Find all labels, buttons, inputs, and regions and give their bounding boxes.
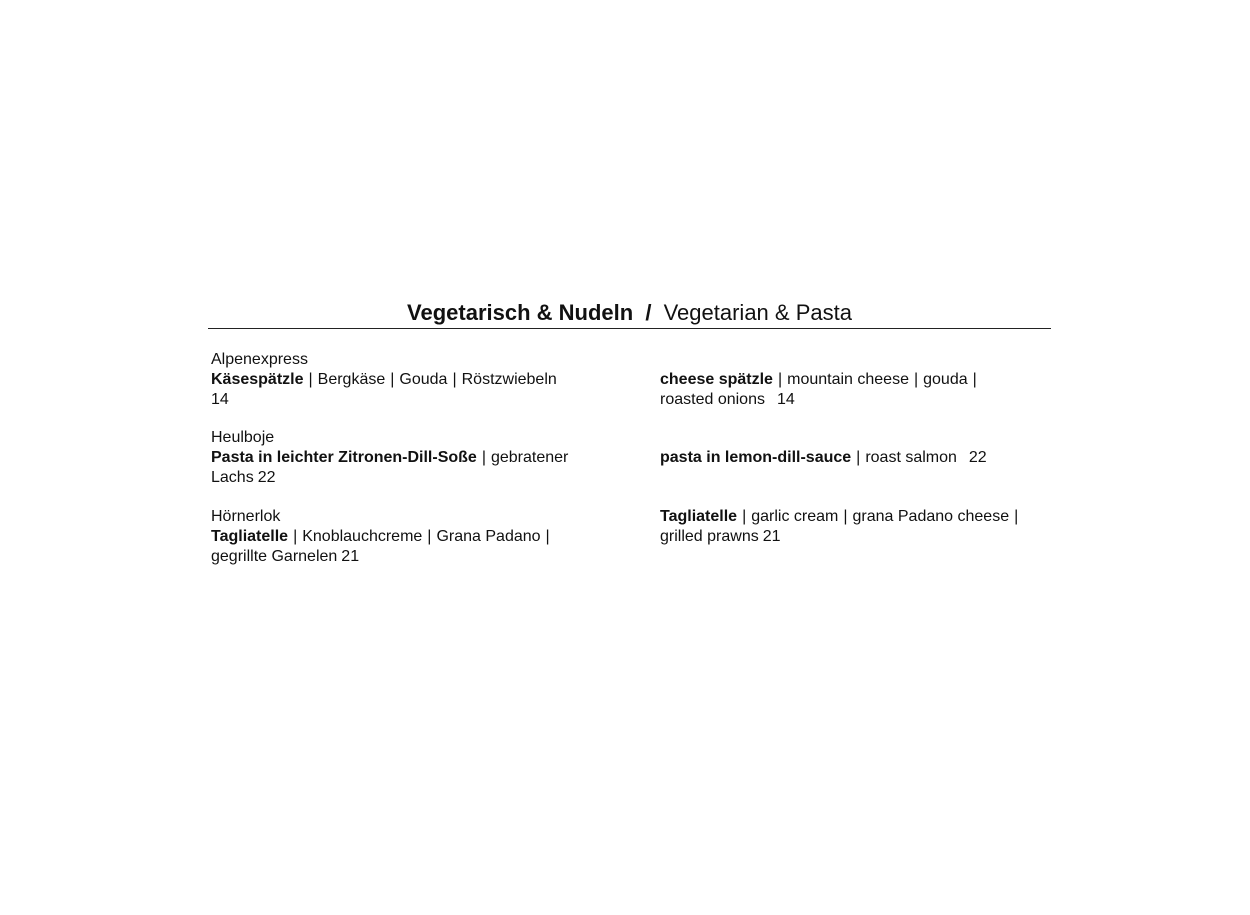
section-title-en: Vegetarian & Pasta (663, 300, 852, 325)
menu-item-en-3 (660, 507, 1052, 567)
item-description: Käsespätzle | Bergkäse | Gouda | Röstzwiebeln (211, 370, 557, 388)
item-name: Alpenexpress (211, 351, 308, 368)
dish-name: Käsespätzle (211, 370, 304, 388)
heading-divider (208, 328, 1051, 329)
ingredient: gebratener (490, 448, 569, 466)
item-price: 21 (762, 527, 781, 545)
dish-name: cheese spätzle (660, 370, 773, 388)
title-separator: / (645, 300, 652, 325)
ingredient: Bergkäse (317, 370, 386, 388)
dish-name: Tagliatelle (211, 527, 289, 545)
item-price: 14 (776, 390, 795, 408)
ingredient: Lachs (211, 468, 254, 486)
ingredient: Grana Padano (436, 527, 541, 545)
ingredient: Gouda (399, 370, 448, 388)
item-description: Pasta in leichter Zitronen-Dill-Soße | gebratener (211, 448, 569, 466)
menu-item-alpenexpress (211, 350, 591, 428)
item-description-tail (211, 468, 591, 488)
menu-item-en-1 (660, 350, 1052, 428)
section-title-de: Vegetarisch & Nudeln (407, 300, 634, 325)
ingredient: roast salmon (865, 448, 957, 466)
dish-name: Tagliatelle (660, 508, 738, 525)
menu-column-de (211, 350, 591, 567)
item-description: Tagliatelle | garlic cream | grana Padano cheese | (660, 508, 1019, 525)
item-name: Hörnerlok (211, 508, 281, 525)
ingredient: gouda (923, 370, 968, 388)
menu-item-hoernerlok (211, 507, 591, 567)
item-price: 22 (257, 468, 276, 486)
menu-item-heulboje (211, 428, 591, 507)
dish-name: pasta in lemon-dill-sauce (660, 448, 852, 466)
item-name: Heulboje (211, 429, 275, 446)
ingredient: Röstzwiebeln (461, 370, 557, 388)
ingredient: garlic cream (751, 508, 839, 525)
item-price: 22 (968, 448, 987, 466)
item-description: cheese spätzle | mountain cheese | gouda | (660, 370, 977, 388)
menu-column-en (660, 350, 1052, 567)
item-description-tail (660, 527, 1052, 547)
ingredient: mountain cheese (787, 370, 909, 388)
ingredient: grana Padano cheese (852, 508, 1010, 525)
item-description-tail (660, 390, 1052, 410)
item-description: Tagliatelle | Knoblauchcreme | Grana Padano | (211, 527, 550, 545)
ingredient: grilled prawns (660, 527, 759, 545)
section-heading (208, 298, 1051, 328)
menu-item-en-2 (660, 428, 1052, 507)
item-description-tail (211, 547, 591, 567)
item-price: 14 (211, 390, 229, 408)
dish-name: Pasta in leichter Zitronen-Dill-Soße (211, 448, 477, 466)
ingredient: gegrillte Garnelen (211, 547, 338, 565)
ingredient: Knoblauchcreme (302, 527, 423, 545)
ingredient: roasted onions (660, 390, 765, 408)
item-description: pasta in lemon-dill-sauce | roast salmon 22 (660, 448, 987, 466)
item-price: 21 (341, 547, 360, 565)
